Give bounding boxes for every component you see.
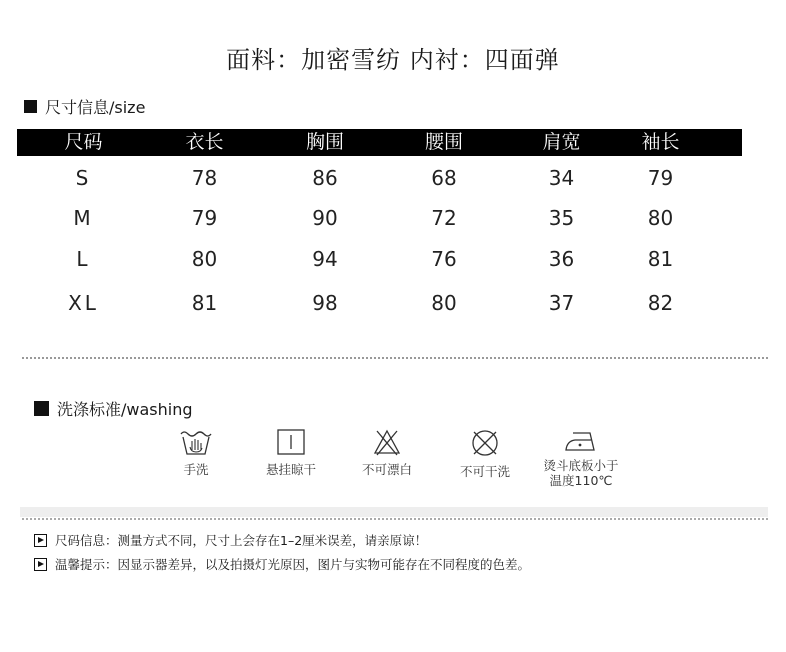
table-cell: 80 — [647, 206, 674, 230]
note-text: 尺码信息：测量方式不同，尺寸上会存在1–2厘米误差，请亲原谅！ — [55, 533, 428, 548]
table-cell: 81 — [191, 291, 218, 315]
washing-section-title-text: 洗涤标准/washing — [57, 400, 193, 419]
table-cell: 98 — [312, 291, 338, 315]
header-length: 衣长 — [185, 131, 224, 153]
hang-dry-icon — [276, 428, 306, 456]
wash-label-line: 烫斗底板小于 — [543, 458, 619, 473]
no-dry-clean-icon — [470, 428, 500, 458]
table-cell: 37 — [548, 291, 575, 315]
header-shoulder: 肩宽 — [542, 131, 581, 153]
header-sleeve: 袖长 — [641, 131, 680, 153]
table-cell: S — [75, 166, 92, 190]
table-cell: 78 — [191, 166, 218, 190]
wash-label-line: 温度110℃ — [549, 473, 613, 488]
wash-item-hang-dry — [241, 428, 341, 477]
wash-label — [531, 458, 631, 488]
wash-item-iron-low — [531, 428, 631, 488]
square-bullet-icon — [24, 100, 37, 113]
wash-item-hand-wash — [146, 428, 246, 477]
table-row — [17, 247, 742, 271]
table-cell: 68 — [431, 166, 457, 190]
play-bullet-icon — [34, 558, 47, 571]
header-bust: 胸围 — [305, 131, 344, 153]
grey-band — [20, 507, 768, 517]
table-row — [17, 291, 742, 315]
header-waist: 腰围 — [424, 131, 463, 153]
header-size: 尺码 — [64, 131, 103, 153]
size-table-header — [17, 129, 742, 156]
table-cell: 35 — [548, 206, 575, 230]
table-cell: 36 — [548, 247, 575, 271]
wash-label: 不可干洗 — [459, 464, 510, 479]
size-section-title-text: 尺寸信息/size — [45, 98, 146, 117]
fabric-headline: 面料：加密雪纺 内衬：四面弹 — [226, 46, 560, 74]
note-color-tip — [34, 555, 530, 573]
wash-label: 不可漂白 — [361, 462, 412, 477]
wash-label: 手洗 — [183, 462, 209, 477]
wash-label: 悬挂晾干 — [265, 462, 316, 477]
size-table — [17, 129, 742, 315]
table-cell: 90 — [312, 206, 338, 230]
washing-section-title — [34, 397, 193, 420]
table-cell: 80 — [191, 247, 218, 271]
table-cell: 79 — [191, 206, 218, 230]
note-size-info — [34, 531, 427, 549]
no-bleach-icon — [372, 428, 402, 456]
hand-wash-icon — [179, 428, 213, 456]
play-bullet-icon — [34, 534, 47, 547]
table-cell: 34 — [548, 166, 575, 190]
wash-item-no-dry-clean — [435, 428, 535, 479]
table-cell: 79 — [647, 166, 674, 190]
square-bullet-icon — [34, 401, 49, 416]
table-cell: L — [76, 247, 91, 271]
dotted-divider — [22, 357, 768, 359]
table-cell: 80 — [431, 291, 457, 315]
table-cell: 94 — [312, 247, 338, 271]
iron-low-icon — [563, 428, 599, 454]
table-cell: 86 — [312, 166, 338, 190]
table-row — [17, 166, 742, 190]
table-cell: 82 — [647, 291, 674, 315]
table-cell: 81 — [647, 247, 674, 271]
table-cell: XL — [68, 291, 99, 315]
dotted-divider — [22, 518, 768, 520]
size-table-body — [17, 166, 742, 315]
table-cell: 76 — [431, 247, 457, 271]
table-row — [17, 206, 742, 230]
size-section-title — [24, 95, 145, 118]
note-text: 温馨提示：因显示器差异，以及拍摄灯光原因，图片与实物可能存在不同程度的色差。 — [55, 557, 531, 572]
table-cell: 72 — [431, 206, 457, 230]
wash-item-no-bleach — [337, 428, 437, 477]
table-cell: M — [73, 206, 94, 230]
